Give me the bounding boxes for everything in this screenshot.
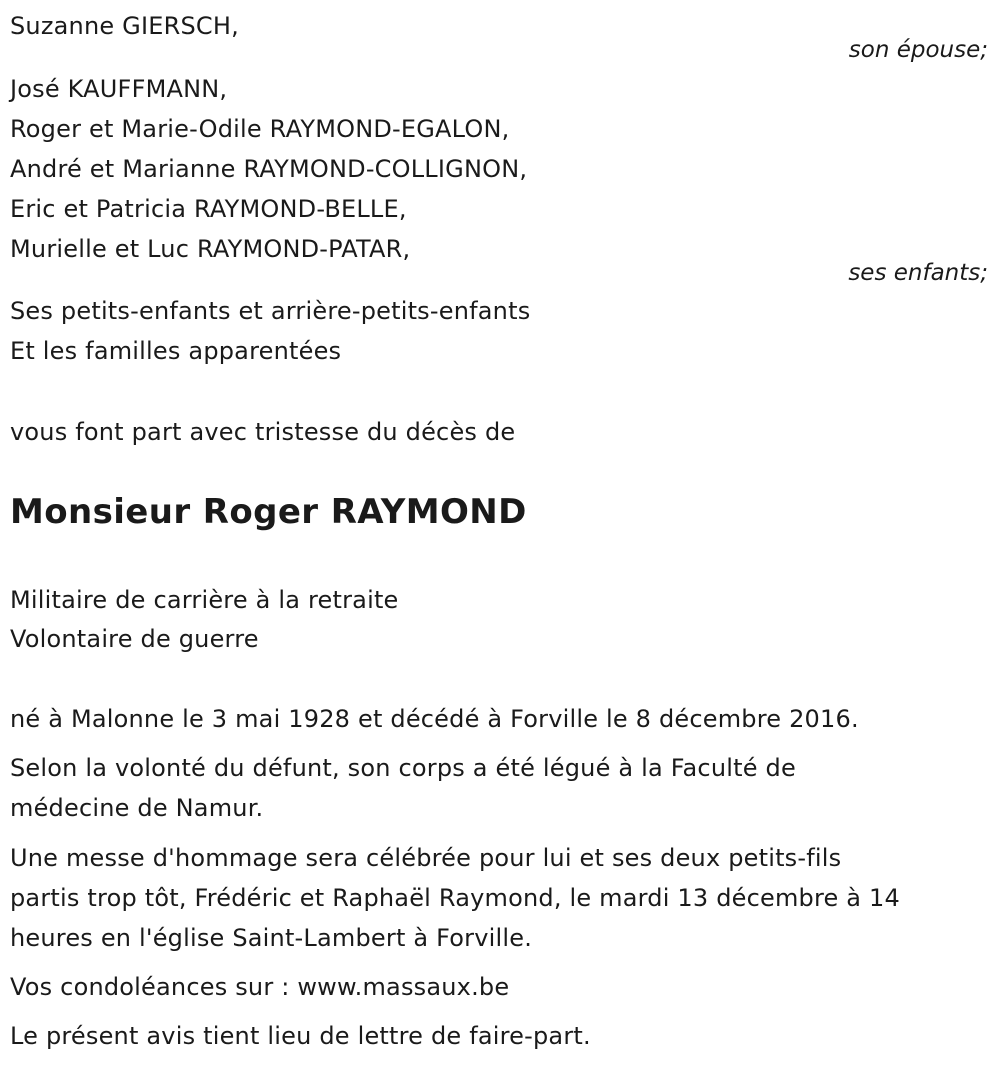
family-line: Et les familles apparentées (10, 337, 342, 365)
spouse-role: son épouse; (848, 37, 988, 63)
child-name: José KAUFFMANN, (10, 75, 228, 103)
notice-text: Le présent avis tient lieu de lettre de faire-part. (10, 1022, 591, 1050)
birth-death-text: né à Malonne le 3 mai 1928 et décédé à Forville le 8 décembre 2016. (10, 705, 859, 733)
mass-line: Une messe d'hommage sera célébrée pour lui et ses deux petits-fils (10, 844, 842, 872)
children-role: ses enfants; (848, 260, 988, 286)
mass-line: heures en l'église Saint-Lambert à Forville. (10, 924, 533, 952)
child-name: Murielle et Luc RAYMOND-PATAR, (10, 235, 411, 263)
mass-line: partis trop tôt, Frédéric et Raphaël Raymond, le mardi 13 décembre à 14 (10, 884, 900, 912)
deceased-name: Monsieur Roger RAYMOND (10, 492, 527, 532)
title-line: Volontaire de guerre (10, 625, 259, 653)
child-name: Eric et Patricia RAYMOND-BELLE, (10, 195, 407, 223)
condolences-text: Vos condoléances sur : www.massaux.be (10, 973, 510, 1001)
family-line: Ses petits-enfants et arrière-petits-enfants (10, 297, 531, 325)
child-name: Roger et Marie-Odile RAYMOND-EGALON, (10, 115, 510, 143)
title-line: Militaire de carrière à la retraite (10, 586, 399, 614)
spouse-name: Suzanne GIERSCH, (10, 12, 239, 40)
bequest-line: médecine de Namur. (10, 794, 264, 822)
bequest-line: Selon la volonté du défunt, son corps a été légué à la Faculté de (10, 754, 796, 782)
announcement-text: vous font part avec tristesse du décès de (10, 418, 516, 446)
child-name: André et Marianne RAYMOND-COLLIGNON, (10, 155, 528, 183)
